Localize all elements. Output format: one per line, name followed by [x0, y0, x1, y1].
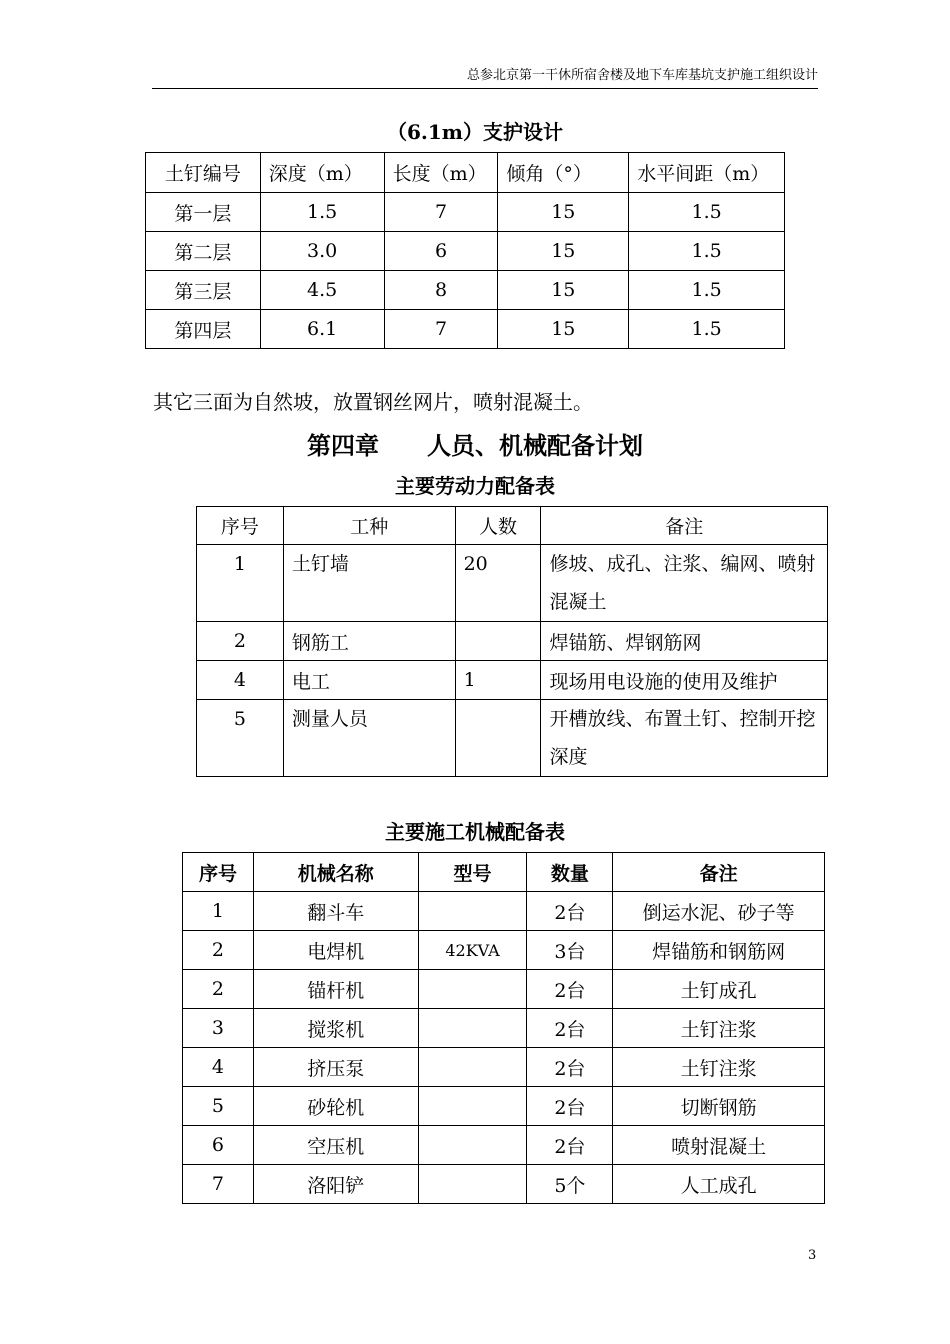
- table-cell: 5: [183, 1087, 254, 1126]
- table-cell: 6.1: [260, 310, 384, 349]
- header-cell: 土钉编号: [146, 153, 261, 193]
- table-cell: 土钉墙: [283, 545, 455, 622]
- table-cell: 土钉注浆: [613, 1048, 825, 1087]
- table-cell: 6: [183, 1126, 254, 1165]
- table-cell: 挤压泵: [253, 1048, 418, 1087]
- table-cell: 开槽放线、布置土钉、控制开挖深度: [541, 700, 828, 777]
- table-cell: [418, 1165, 527, 1204]
- table-cell: [418, 1087, 527, 1126]
- table-cell: 搅浆机: [253, 1009, 418, 1048]
- table-cell: 测量人员: [283, 700, 455, 777]
- table-header-row: [183, 853, 825, 892]
- table-cell: 20: [455, 545, 541, 622]
- table-cell: 切断钢筋: [613, 1087, 825, 1126]
- table-cell: 7: [384, 310, 498, 349]
- table-cell: 现场用电设施的使用及维护: [541, 661, 828, 700]
- table-row: [197, 622, 828, 661]
- table-row: [183, 892, 825, 931]
- header-cell: 型号: [418, 853, 527, 892]
- table-cell: 土钉注浆: [613, 1009, 825, 1048]
- table-cell: 6: [384, 232, 498, 271]
- table-cell: 修坡、成孔、注浆、编网、喷射混凝土: [541, 545, 828, 622]
- table-cell: 2: [183, 970, 254, 1009]
- header-cell: 工种: [283, 507, 455, 545]
- table-cell: 15: [498, 310, 629, 349]
- table-cell: [418, 1009, 527, 1048]
- table-cell: 空压机: [253, 1126, 418, 1165]
- table-cell: 2台: [527, 1087, 613, 1126]
- table-cell: 2台: [527, 1009, 613, 1048]
- table-row: [183, 970, 825, 1009]
- table-cell: 3台: [527, 931, 613, 970]
- table-row: [146, 193, 785, 232]
- table-cell: 砂轮机: [253, 1087, 418, 1126]
- table-row: [183, 1048, 825, 1087]
- table-cell: 钢筋工: [283, 622, 455, 661]
- labor-table: [196, 506, 828, 777]
- table-cell: 15: [498, 232, 629, 271]
- table-cell: 1.5: [629, 271, 785, 310]
- table-cell: 第三层: [146, 271, 261, 310]
- table-cell: 焊锚筋、焊钢筋网: [541, 622, 828, 661]
- table-cell: 洛阳铲: [253, 1165, 418, 1204]
- table-cell: 1.5: [629, 193, 785, 232]
- table-cell: 2台: [527, 1048, 613, 1087]
- table-row: [183, 931, 825, 970]
- page-header: 总参北京第一干休所宿舍楼及地下车库基坑支护施工组织设计: [152, 66, 818, 89]
- table-cell: 土钉成孔: [613, 970, 825, 1009]
- table-row: [197, 661, 828, 700]
- table-row: [146, 232, 785, 271]
- body-paragraph: 其它三面为自然坡，放置钢丝网片，喷射混凝土。: [153, 390, 593, 414]
- table-header-row: [146, 153, 785, 193]
- table-cell: 7: [384, 193, 498, 232]
- table-cell: 第一层: [146, 193, 261, 232]
- table-cell: 喷射混凝土: [613, 1126, 825, 1165]
- table-cell: 2台: [527, 1126, 613, 1165]
- table-cell: [418, 1048, 527, 1087]
- chapter-title: 第四章 人员、机械配备计划: [307, 431, 643, 460]
- table-cell: 电工: [283, 661, 455, 700]
- table-cell: 15: [498, 193, 629, 232]
- table-row: [183, 1009, 825, 1048]
- header-cell: 人数: [455, 507, 541, 545]
- table-cell: [418, 1126, 527, 1165]
- machine-table-title: 主要施工机械配备表: [385, 820, 565, 844]
- design-title: （6.1m）支护设计: [387, 120, 563, 144]
- table-cell: 5个: [527, 1165, 613, 1204]
- table-cell: 第二层: [146, 232, 261, 271]
- table-cell: 2: [183, 931, 254, 970]
- nail-table: [145, 152, 785, 349]
- table-row: [197, 700, 828, 777]
- header-cell: 水平间距（m）: [629, 153, 785, 193]
- table-cell: 人工成孔: [613, 1165, 825, 1204]
- table-cell: 5: [197, 700, 284, 777]
- table-cell: 8: [384, 271, 498, 310]
- header-cell: 序号: [197, 507, 284, 545]
- table-cell: 3: [183, 1009, 254, 1048]
- header-cell: 序号: [183, 853, 254, 892]
- table-row: [183, 1087, 825, 1126]
- table-cell: [455, 700, 541, 777]
- table-cell: 焊锚筋和钢筋网: [613, 931, 825, 970]
- table-cell: 4: [183, 1048, 254, 1087]
- table-cell: 4: [197, 661, 284, 700]
- table-cell: 翻斗车: [253, 892, 418, 931]
- header-cell: 备注: [541, 507, 828, 545]
- table-cell: [455, 622, 541, 661]
- table-row: [146, 271, 785, 310]
- table-header-row: [197, 507, 828, 545]
- table-row: [183, 1126, 825, 1165]
- table-cell: 1.5: [260, 193, 384, 232]
- table-cell: 3.0: [260, 232, 384, 271]
- header-cell: 长度（m）: [384, 153, 498, 193]
- labor-table-title: 主要劳动力配备表: [395, 474, 555, 498]
- table-cell: 1: [455, 661, 541, 700]
- page-number: 3: [808, 1248, 817, 1263]
- header-cell: 备注: [613, 853, 825, 892]
- table-cell: 第四层: [146, 310, 261, 349]
- table-cell: 2台: [527, 892, 613, 931]
- table-cell: 7: [183, 1165, 254, 1204]
- table-cell: [418, 970, 527, 1009]
- table-cell: 15: [498, 271, 629, 310]
- table-cell: [418, 892, 527, 931]
- header-cell: 数量: [527, 853, 613, 892]
- table-cell: 4.5: [260, 271, 384, 310]
- machine-table: [182, 852, 825, 1204]
- header-cell: 倾角（°）: [498, 153, 629, 193]
- table-row: [183, 1165, 825, 1204]
- header-cell: 机械名称: [253, 853, 418, 892]
- header-cell: 深度（m）: [260, 153, 384, 193]
- table-cell: 1: [197, 545, 284, 622]
- table-cell: 倒运水泥、砂子等: [613, 892, 825, 931]
- table-cell: 锚杆机: [253, 970, 418, 1009]
- table-cell: 1.5: [629, 232, 785, 271]
- table-cell: 2: [197, 622, 284, 661]
- table-row: [197, 545, 828, 622]
- table-cell: 1.5: [629, 310, 785, 349]
- table-cell: 电焊机: [253, 931, 418, 970]
- table-row: [146, 310, 785, 349]
- table-cell: 2台: [527, 970, 613, 1009]
- table-cell: 1: [183, 892, 254, 931]
- table-cell: 42KVA: [418, 931, 527, 970]
